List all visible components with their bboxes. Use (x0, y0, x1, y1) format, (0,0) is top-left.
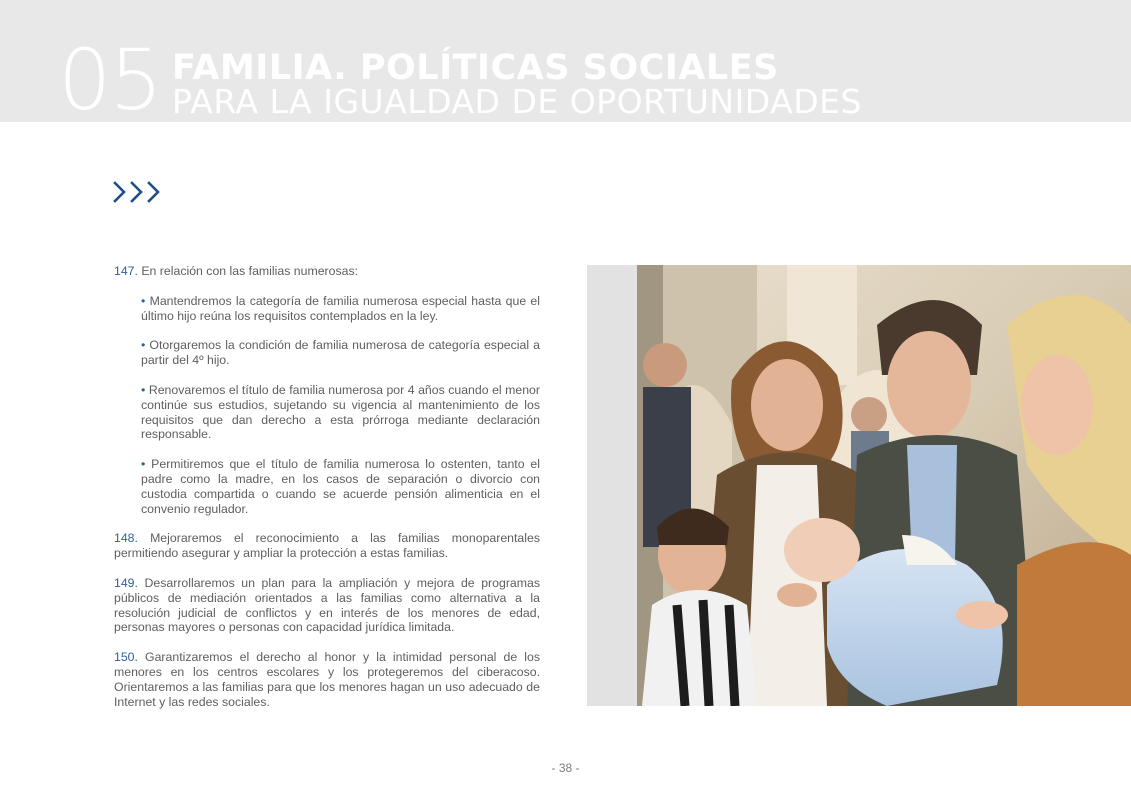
item-148 (114, 531, 540, 561)
program-text (114, 264, 540, 724)
bullet-icon: • (141, 457, 152, 472)
item-text: En relación con las familias numerosas: (137, 264, 359, 278)
list-item: • Mantendremos la categoría de familia numerosa especial hasta que el último hijo reúna los requisitos contemplados en la ley. (141, 293, 540, 323)
list-item: • Permitiremos que el título de familia numerosa lo ostenten, tanto el padre como la madre, en los casos de separación o divorcio con custodia compartida o cuando se acuerde pensión alimenticia en el convenio regulador. (141, 457, 540, 516)
chapter-number: 05 (58, 31, 161, 129)
item-number: 148. (114, 531, 138, 546)
item-147 (114, 264, 540, 279)
item-150 (114, 650, 540, 709)
bullet-icon: • (141, 382, 149, 397)
chapter-title: FAMILIA. POLÍTICAS SOCIALES (172, 48, 779, 88)
page-number: - 38 - (551, 761, 580, 775)
bullet-icon: • (141, 338, 150, 353)
triple-chevron-right-icon (112, 180, 164, 206)
item-text: Desarrollaremos un plan para la ampliación y mejora de programas públicos de mediación orientados a las familias como alternativa a la resolución judicial de conflictos y en interés de los menores de edad, personas mayores o personas con capacidad jurídica limitada. (114, 575, 540, 635)
list-item: • Otorgaremos la condición de familia numerosa de categoría especial a partir del 4º hijo. (141, 338, 540, 368)
item-number: 147. (114, 264, 138, 278)
item-147-bullets (141, 294, 540, 517)
list-item: • Renovaremos el título de familia numerosa por 4 años cuando el menor continúe sus estudios, sujetando su vigencia al mantenimiento de los requisitos que dan derecho a esta prórroga mediante declaración responsable. (141, 382, 540, 442)
chapter-header (0, 0, 1131, 129)
item-149 (114, 576, 540, 635)
photo-frame (587, 265, 1131, 706)
item-number: 149. (114, 575, 138, 590)
item-number: 150. (114, 650, 138, 665)
item-text: Mejoraremos el reconocimiento a las familias monoparentales permitiendo asegurar y ampliar la protección a estas familias. (114, 531, 540, 561)
item-text: Garantizaremos el derecho al honor y la intimidad personal de los menores en los centros escolares y los protegeremos del ciberacoso. Orientaremos a las familias para que los menores hagan un uso adecuado de Internet y las redes sociales. (114, 650, 540, 709)
chapter-subtitle: PARA LA IGUALDAD DE OPORTUNIDADES (172, 82, 862, 121)
family-photo (637, 265, 1131, 706)
bullet-icon: • (141, 293, 150, 308)
